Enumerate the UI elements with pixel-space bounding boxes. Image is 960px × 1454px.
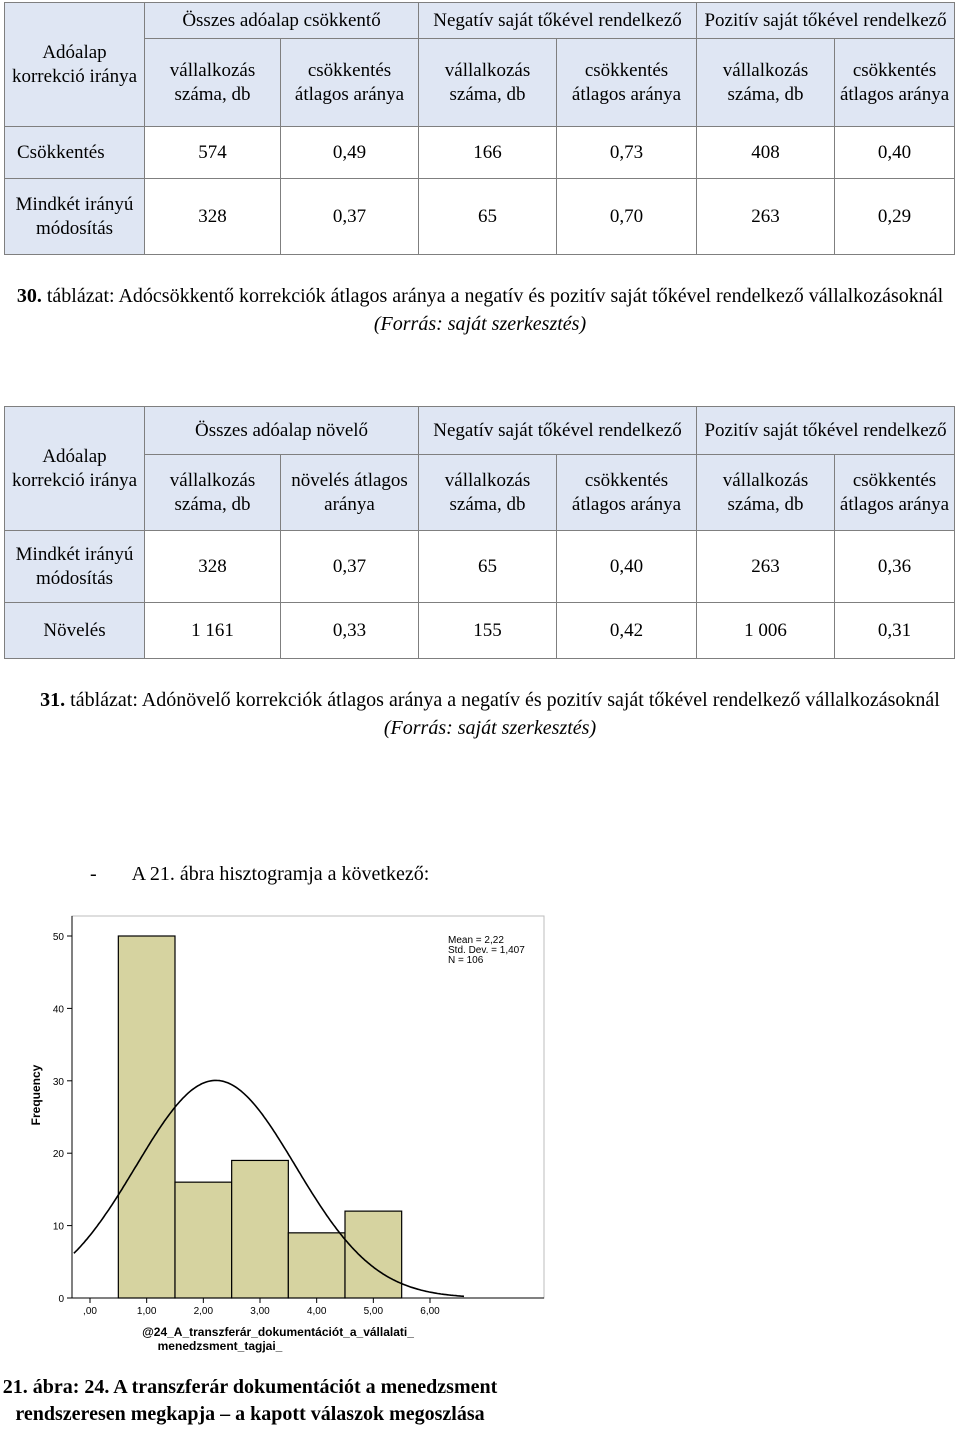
table-cell: 0,33 [281,603,419,659]
table-row [5,127,955,179]
caption-number: 31. [40,689,66,711]
table-30-pos-header: Pozitív saját tőkével rendelkező [697,3,955,39]
y-tick-label: 20 [52,1149,64,1161]
table-31 [4,406,955,659]
table-cell: 0,73 [557,127,697,179]
table-cell: 263 [697,179,835,255]
table-cell: 0,40 [835,127,955,179]
table-cell: 1 161 [145,603,281,659]
y-tick-label: 40 [52,1004,64,1016]
col-ratio: csökkentés átlagos aránya [281,39,419,127]
stat-std: Std. Dev. = 1,407 [448,945,525,956]
caption-source: (Forrás: saját szerkesztés) [383,717,597,739]
histogram-bar-3 [232,1160,289,1298]
col-count: vállalkozás száma, db [419,39,557,127]
table-cell: 0,31 [835,603,955,659]
table-31-caption [20,686,960,742]
col-ratio: csökkentés átlagos aránya [835,39,955,127]
caption-source: (Forrás: saját szerkesztés) [373,313,587,335]
caption-number: 30. [16,285,42,307]
table-cell: 65 [419,531,557,603]
table-cell: 263 [697,531,835,603]
histogram-bar-2 [175,1182,232,1298]
table-cell: 0,42 [557,603,697,659]
table-30-neg-header: Negatív saját tőkével rendelkező [419,3,697,39]
bullet-dash: - [90,863,97,885]
col-count: vállalkozás száma, db [145,455,281,531]
table-row [5,603,955,659]
table-cell: 328 [145,531,281,603]
x-tick-label: ,00 [83,1306,97,1317]
table-30-corner: Adóalap korrekció iránya [5,3,145,127]
histogram-chart [20,910,560,1360]
x-tick-label: 3,00 [250,1306,270,1317]
x-tick-label: 2,00 [193,1306,214,1317]
y-tick-label: 10 [52,1221,64,1233]
table-cell: 0,36 [835,531,955,603]
table-cell: 1 006 [697,603,835,659]
bullet-text: A 21. ábra hisztogramja a következő: [131,863,430,885]
col-ratio: csökkentés átlagos aránya [835,455,955,531]
x-axis-label-line-1: @24_A_transzferár_dokumentációt_a_vállalati_ [142,1325,414,1339]
y-tick-label: 50 [52,932,64,943]
table-31-corner: Adóalap korrekció iránya [5,407,145,531]
table-cell: 0,70 [557,179,697,255]
table-cell: 0,40 [557,531,697,603]
table-31-neg-header: Negatív saját tőkével rendelkező [419,407,697,455]
col-count: vállalkozás száma, db [697,455,835,531]
table-30-total-header: Összes adóalap csökkentő [145,3,419,39]
col-ratio: csökkentés átlagos aránya [557,455,697,531]
x-axis-label-line-2: menedzsment_tagjai_ [157,1339,283,1353]
table-cell: 65 [419,179,557,255]
y-tick-label: 0 [58,1294,64,1305]
col-ratio: növelés átlagos aránya [281,455,419,531]
x-tick-label: 1,00 [136,1306,157,1317]
table-cell: 408 [697,127,835,179]
col-count: vállalkozás száma, db [145,39,281,127]
table-cell: 155 [419,603,557,659]
stat-n: N = 106 [448,955,484,966]
row-label: Növelés [5,603,145,659]
histogram-bar-4 [288,1233,345,1298]
caption-text: táblázat: Adónövelő korrekciók átlagos aránya a negatív és pozitív saját tőkével rendelkező vállalkozásoknál [70,689,940,711]
caption-text: táblázat: Adócsökkentő korrekciók átlagos aránya a negatív és pozitív saját tőkével rendelkező vállalkozásoknál [46,285,944,307]
x-tick-label: 5,00 [363,1306,384,1317]
table-cell: 328 [145,179,281,255]
table-cell: 166 [419,127,557,179]
table-31-total-header: Összes adóalap növelő [145,407,419,455]
histogram-bar-5 [345,1211,402,1298]
histogram-figure [20,910,560,1365]
table-cell: 0,37 [281,531,419,603]
col-ratio: csökkentés átlagos aránya [557,39,697,127]
y-axis-label: Frequency [29,1064,43,1126]
figure-caption: 21. ábra: 24. A transzferár dokumentációt a menedzsment rendszeresen megkapja – a kapott válaszok megoszlása [2,1376,498,1425]
table-31-pos-header: Pozitív saját tőkével rendelkező [697,407,955,455]
x-tick-label: 4,00 [306,1306,327,1317]
y-tick-label: 30 [52,1076,64,1088]
table-row [5,179,955,255]
bullet-line [90,860,429,888]
table-30 [4,2,955,255]
table-cell: 0,29 [835,179,955,255]
col-count: vállalkozás száma, db [419,455,557,531]
row-label: Mindkét irányú módosítás [5,531,145,603]
stat-mean: Mean = 2,22 [448,935,504,946]
table-row [5,531,955,603]
table-cell: 574 [145,127,281,179]
row-label: Csökkentés [5,127,145,179]
x-tick-label: 6,00 [420,1306,440,1317]
table-30-caption [0,282,960,338]
table-cell: 0,49 [281,127,419,179]
table-cell: 0,37 [281,179,419,255]
row-label: Mindkét irányú módosítás [5,179,145,255]
col-count: vállalkozás száma, db [697,39,835,127]
